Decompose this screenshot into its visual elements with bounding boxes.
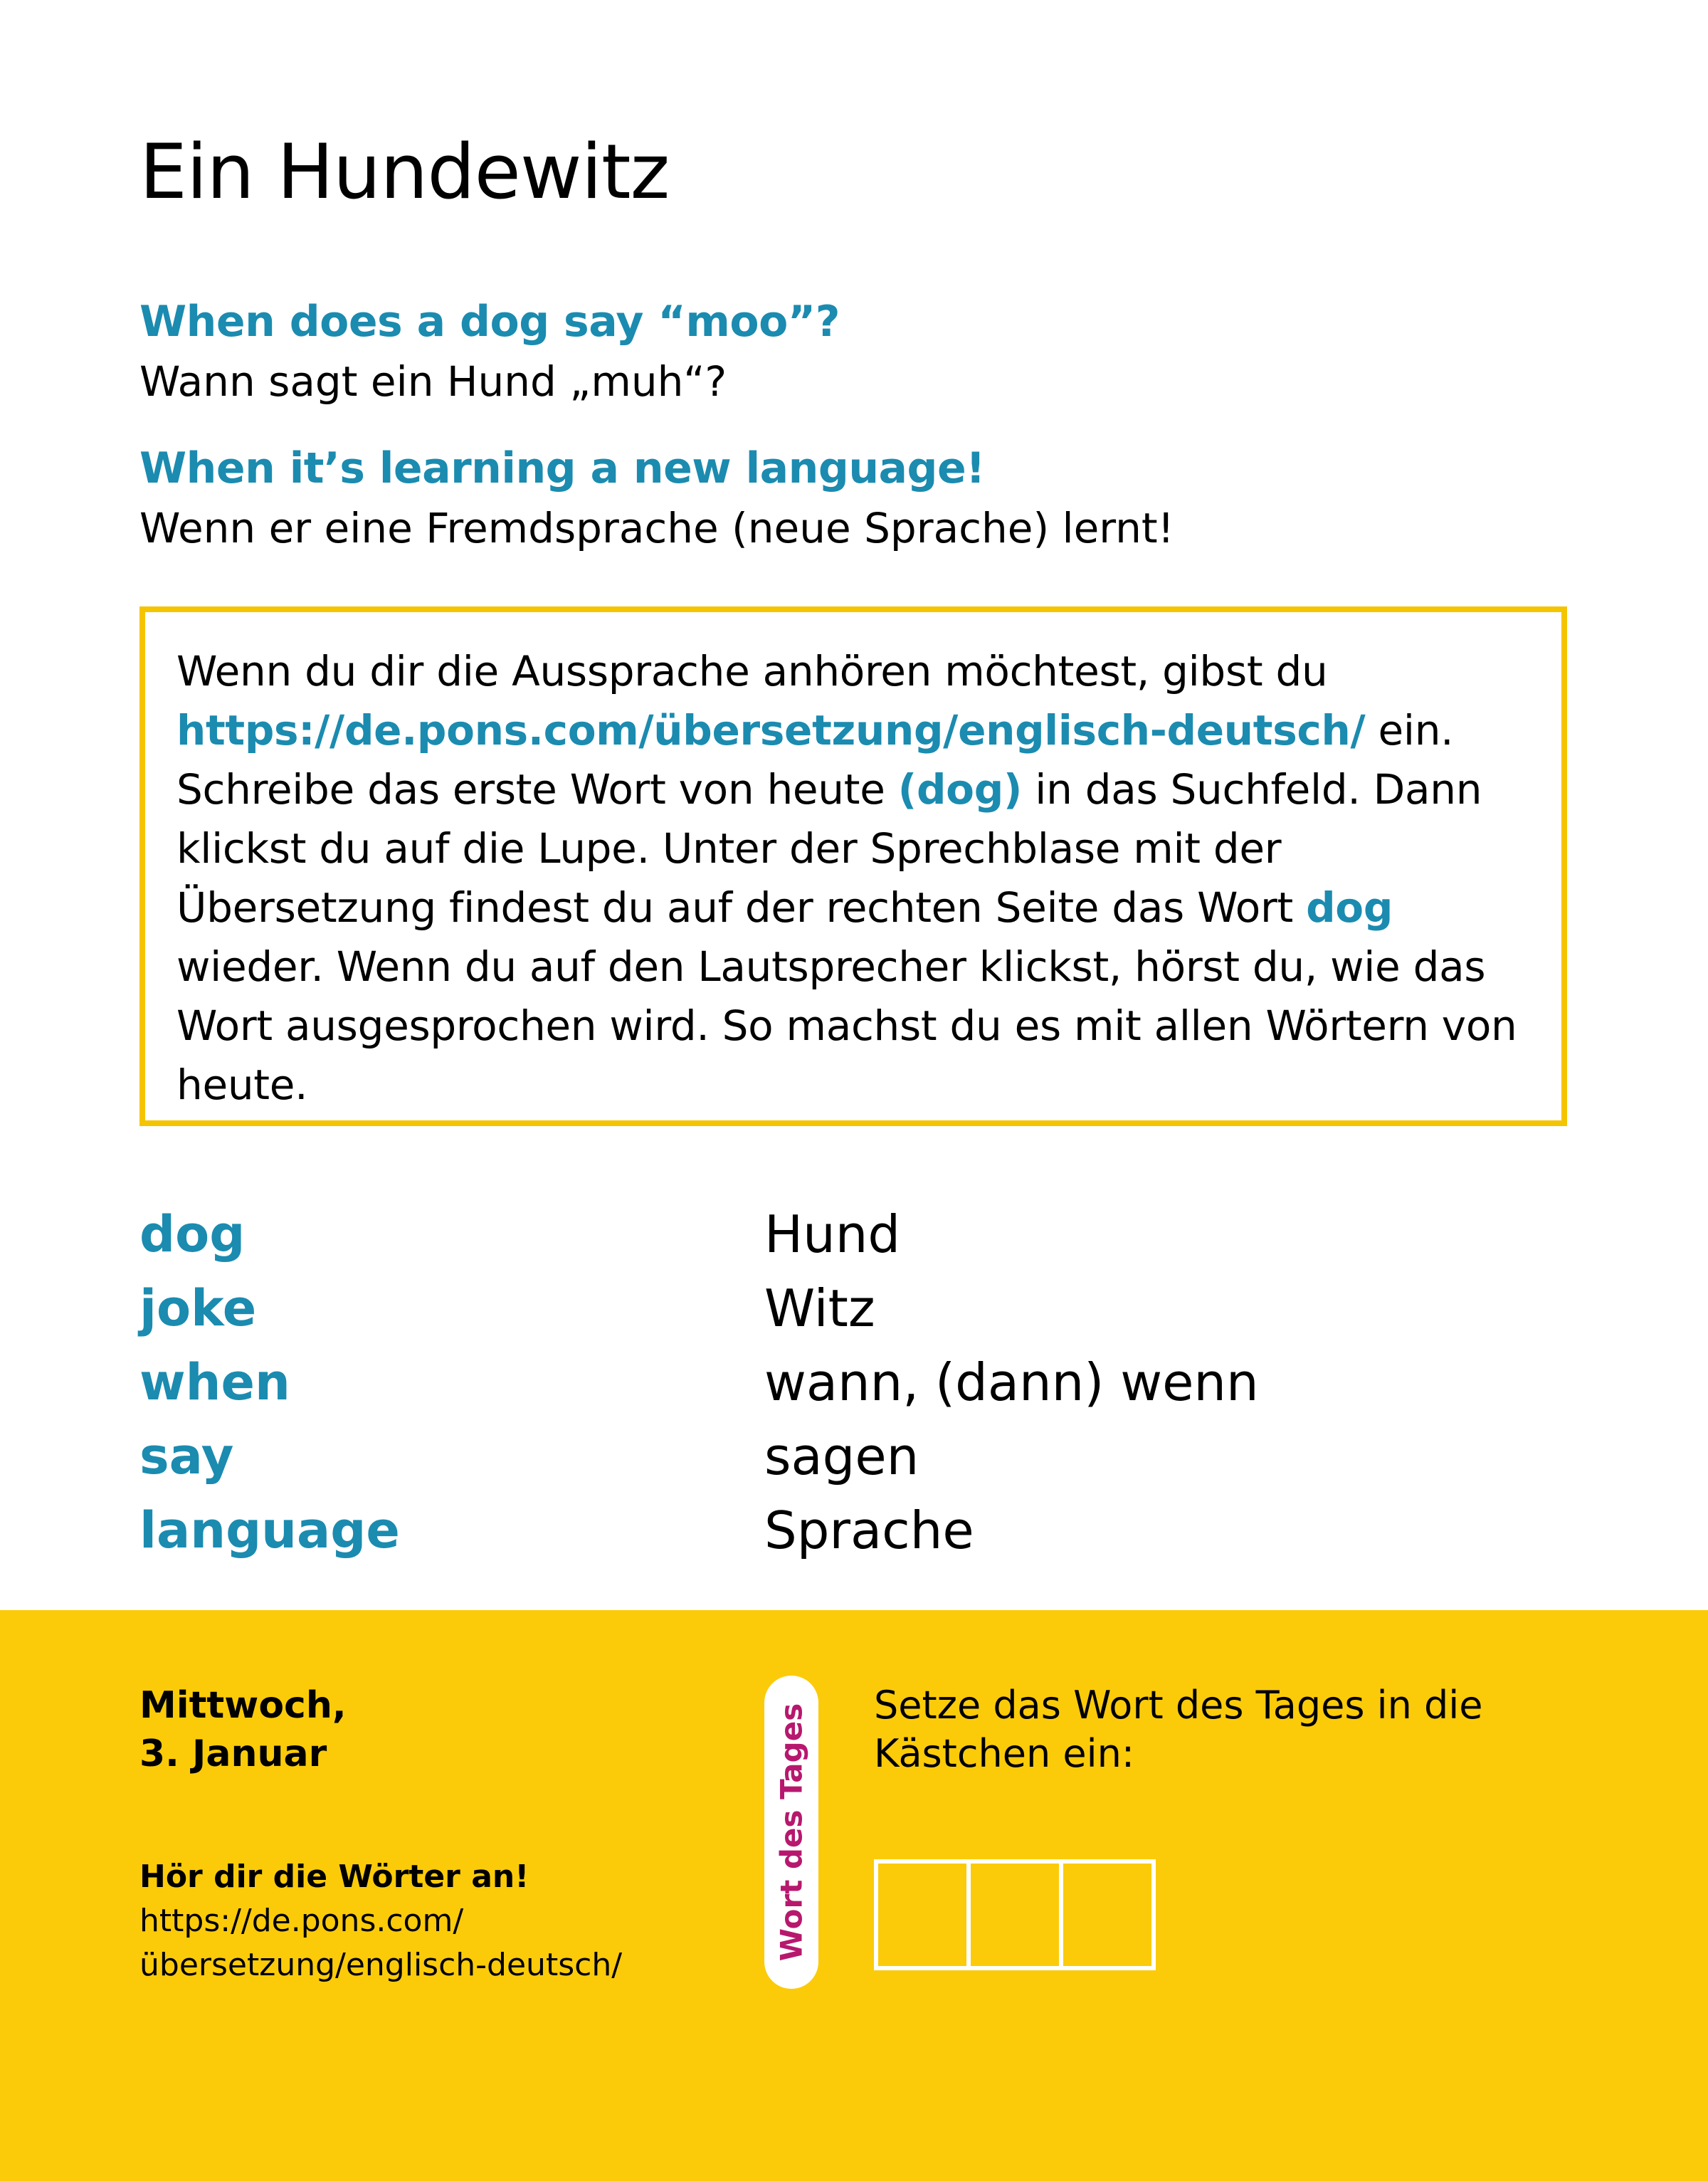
weekday: Mittwoch, xyxy=(139,1684,347,1727)
vocabulary-list xyxy=(139,1197,1563,1567)
joke-question-german: Wann sagt ein Hund „muh“? xyxy=(139,357,727,406)
vocab-german: Hund xyxy=(764,1204,901,1264)
word-of-day-instruction: Setze das Wort des Tages in die Kästchen ein: xyxy=(874,1683,1483,1776)
vocab-row xyxy=(139,1271,1563,1345)
listen-url-line-1[interactable]: https://de.pons.com/ xyxy=(139,1903,464,1939)
joke-answer-english: When it’s learning a new language! xyxy=(139,443,986,493)
letter-box[interactable] xyxy=(874,1859,971,1970)
letter-box[interactable] xyxy=(1059,1859,1156,1970)
info-text-3: in das Suchfeld. Dann klickst du auf die Lupe. Unter der Sprechblase mit der Übersetzung findest du auf der rechten Seite das Wort xyxy=(176,765,1482,932)
listen-section xyxy=(139,1855,622,1987)
joke-question xyxy=(139,292,1577,411)
vocab-english: say xyxy=(139,1427,234,1486)
info-word-highlight-2: dog xyxy=(1306,883,1393,932)
joke-answer xyxy=(139,438,1577,558)
footer-panel xyxy=(0,1610,1708,2181)
pronunciation-info-box xyxy=(139,606,1567,1126)
info-pons-link[interactable]: https://de.pons.com/übersetzung/englisch-deutsch/ xyxy=(176,706,1366,755)
word-of-day-badge xyxy=(764,1676,818,1989)
vocab-english: language xyxy=(139,1501,400,1560)
letter-boxes xyxy=(874,1859,1151,1970)
joke-question-english: When does a dog say “moo”? xyxy=(139,297,840,347)
listen-url-line-2[interactable]: übersetzung/englisch-deutsch/ xyxy=(139,1947,623,1983)
vocab-german: Witz xyxy=(764,1278,875,1338)
vocab-german: sagen xyxy=(764,1426,919,1486)
info-text-4: wieder. Wenn du auf den Lautsprecher klickst, hörst du, wie das Wort ausgesprochen wird. So machst du es mit allen Wörtern von heute. xyxy=(176,942,1517,1109)
vocab-row xyxy=(139,1197,1563,1271)
info-text-1: Wenn du dir die Aussprache anhören möchtest, gibst du xyxy=(176,647,1328,695)
word-of-day-label: Wort des Tages xyxy=(774,1703,809,1962)
info-word-highlight-1: (dog) xyxy=(897,765,1023,814)
vocab-english: dog xyxy=(139,1205,246,1263)
date-label xyxy=(139,1681,347,1778)
vocab-english: when xyxy=(139,1353,290,1412)
listen-heading: Hör dir die Wörter an! xyxy=(139,1859,529,1895)
letter-box[interactable] xyxy=(966,1859,1063,1970)
calendar-date: 3. Januar xyxy=(139,1733,327,1775)
vocab-row xyxy=(139,1493,1563,1567)
vocab-german: wann, (dann) wenn xyxy=(764,1352,1259,1412)
vocab-english: joke xyxy=(139,1279,257,1337)
info-text-2: ein. Schreibe das erste Wort von heute xyxy=(176,706,1454,814)
page-title: Ein Hundewitz xyxy=(139,128,670,216)
vocab-german: Sprache xyxy=(764,1501,974,1560)
vocab-row xyxy=(139,1345,1563,1419)
joke-answer-german: Wenn er eine Fremdsprache (neue Sprache) lernt! xyxy=(139,504,1174,552)
vocab-row xyxy=(139,1419,1563,1493)
